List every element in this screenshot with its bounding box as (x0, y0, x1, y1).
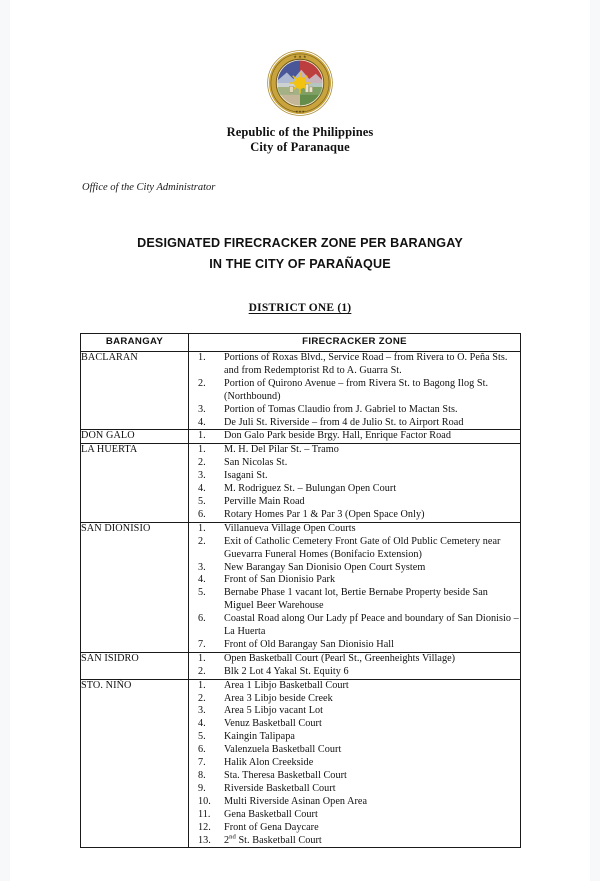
zone-item-text: Multi Riverside Asinan Open Area (224, 795, 368, 807)
letterhead (10, 0, 590, 155)
zone-list-item (189, 562, 520, 575)
zone-item-text: Blk 2 Lot 4 Yakal St. Equity 6 (224, 665, 349, 677)
zone-list-item (189, 574, 520, 587)
zone-item-number: 4. (198, 416, 206, 428)
zone-item-number: 3. (198, 561, 206, 573)
zone-item-number: 2. (198, 535, 206, 547)
zone-item-number: 11. (198, 808, 211, 820)
table-header-row (81, 334, 521, 352)
svg-text:★ ★ ★: ★ ★ ★ (293, 53, 307, 59)
zone-list-item (189, 587, 520, 613)
table-row (81, 352, 521, 430)
zone-list-item (189, 693, 520, 706)
barangay-name-cell: SAN DIONISIO (81, 522, 189, 652)
zone-list-item (189, 457, 520, 470)
firecracker-zone-cell (189, 430, 521, 444)
zone-list-item (189, 718, 520, 731)
zone-item-number: 3. (198, 403, 206, 415)
zone-item-text: Portion of Tomas Claudio from J. Gabriel to Mactan Sts. (224, 403, 458, 415)
zone-item-number: 1. (198, 652, 206, 664)
zone-item-text: Front of San Dionisio Park (224, 574, 336, 586)
zone-list-item (189, 404, 520, 417)
firecracker-zone-cell (189, 444, 521, 522)
zone-item-text: Perville Main Road (224, 495, 305, 507)
zone-list-item (189, 653, 520, 666)
zone-list-item (189, 705, 520, 718)
zone-item-number: 5. (198, 495, 206, 507)
zone-list-item (189, 536, 520, 562)
republic-line: Republic of the Philippines (226, 125, 374, 139)
column-header-firecracker-zone: FIRECRACKER ZONE (189, 334, 521, 352)
firecracker-zone-table-wrapper (80, 333, 520, 848)
zone-item-text: Riverside Basketball Court (224, 782, 336, 794)
barangay-name-cell: BACLARAN (81, 352, 189, 430)
zone-item-text: Isagani St. (224, 470, 268, 482)
zone-item-number: 8. (198, 770, 206, 781)
zone-item-text: Bernabe Phase 1 vacant lot, Bertie Bernabe Property beside San Miguel Beer Warehouse (224, 587, 488, 612)
zone-list-item (189, 822, 520, 835)
zone-list (189, 444, 520, 521)
zone-item-text: Portions of Roxas Blvd., Service Road – from Rivera to O. Peña Sts. and from Redemptorist Rd to A. Guarra St. (224, 352, 508, 376)
zone-item-number: 6. (198, 508, 206, 520)
zone-item-text: De Juli St. Riverside – from 4 de Julio St. to Airport Road (224, 416, 464, 428)
firecracker-zone-table (80, 333, 521, 848)
page-title-line-1: DESIGNATED FIRECRACKER ZONE PER BARANGAY (137, 236, 463, 250)
zone-item-text: Rotary Homes Par 1 & Par 3 (Open Space Only) (224, 508, 425, 520)
zone-item-number: 13. (198, 834, 211, 846)
table-row (81, 444, 521, 522)
zone-list-item (189, 523, 520, 536)
zone-item-number: 1. (198, 352, 206, 363)
zone-list-item (189, 744, 520, 757)
zone-item-number: 7. (198, 638, 206, 650)
zone-item-text: Open Basketball Court (Pearl St., Greenheights Village) (224, 652, 456, 664)
zone-list-item (189, 509, 520, 522)
zone-item-number: 2. (198, 377, 206, 389)
zone-item-number: 6. (198, 744, 206, 756)
zone-item-number: 1. (198, 430, 206, 442)
city-line: City of Paranaque (250, 140, 350, 154)
zone-list-item (189, 378, 520, 404)
zone-list-item (189, 731, 520, 744)
zone-item-text: 2nd St. Basketball Court (224, 833, 322, 846)
page-title-line-2: IN THE CITY OF PARAÑAQUE (209, 257, 391, 271)
zone-item-number: 6. (198, 613, 206, 625)
zone-item-text: Area 1 Libjo Basketball Court (224, 679, 349, 691)
zone-item-number: 4. (198, 718, 206, 730)
zone-list-item (189, 770, 520, 783)
zone-list (189, 653, 520, 679)
zone-list-item (189, 639, 520, 652)
barangay-name-cell: DON GALO (81, 430, 189, 444)
firecracker-zone-cell (189, 652, 521, 679)
zone-list-item (189, 470, 520, 483)
barangay-name-cell: LA HUERTA (81, 444, 189, 522)
zone-item-text: Gena Basketball Court (224, 808, 318, 820)
table-body (81, 352, 521, 848)
zone-item-number: 2. (198, 457, 206, 469)
firecracker-zone-cell (189, 522, 521, 652)
zone-list-item (189, 496, 520, 509)
zone-item-text: New Barangay San Dionisio Open Court System (224, 561, 426, 573)
table-row (81, 430, 521, 444)
zone-list-item (189, 796, 520, 809)
zone-list-item (189, 835, 520, 848)
table-row (81, 652, 521, 679)
document-page (10, 0, 590, 881)
zone-item-number: 2. (198, 665, 206, 677)
zone-item-text: Front of Old Barangay San Dionisio Hall (224, 638, 395, 650)
zone-item-text: Exit of Catholic Cemetery Front Gate of Old Public Cemetery near Guevarra Funeral Homes (Bonifacio Extension) (224, 535, 501, 560)
zone-item-text: Coastal Road along Our Lady pf Peace and boundary of San Dionisio – La Huerta (224, 613, 519, 638)
zone-list-item (189, 352, 520, 378)
zone-list-item (189, 417, 520, 430)
zone-item-text: Venuz Basketball Court (224, 718, 322, 730)
zone-list (189, 680, 520, 848)
zone-item-number: 9. (198, 782, 206, 794)
zone-list-item (189, 783, 520, 796)
firecracker-zone-cell (189, 352, 521, 430)
zone-list (189, 430, 520, 443)
zone-item-text: Valenzuela Basketball Court (224, 744, 342, 756)
zone-item-number: 12. (198, 821, 211, 833)
zone-item-text: San Nicolas St. (224, 457, 288, 469)
zone-item-number: 5. (198, 587, 206, 599)
zone-item-number: 10. (198, 795, 211, 807)
zone-item-text: Front of Gena Daycare (224, 821, 319, 833)
zone-item-text: Sta. Theresa Basketball Court (224, 770, 347, 781)
zone-list-item (189, 809, 520, 822)
zone-list-item (189, 430, 520, 443)
zone-item-number: 3. (198, 705, 206, 717)
zone-list-item (189, 483, 520, 496)
table-row (81, 522, 521, 652)
zone-item-number: 1. (198, 444, 206, 456)
zone-item-text: M. H. Del Pilar St. – Tramo (224, 444, 339, 456)
paranaque-city-seal-icon (267, 50, 333, 116)
zone-item-number: 3. (198, 470, 206, 482)
zone-item-text: Area 3 Libjo beside Creek (224, 692, 333, 704)
barangay-name-cell: STO. NIÑO (81, 679, 189, 848)
zone-item-text: Portion of Quirono Avenue – from Rivera St. to Bagong Ilog St. (Northbound) (224, 377, 489, 402)
table-row (81, 679, 521, 848)
zone-list-item (189, 666, 520, 679)
title-block (10, 233, 590, 275)
zone-item-text: Area 5 Libjo vacant Lot (224, 705, 324, 717)
zone-item-number: 2. (198, 692, 206, 704)
zone-item-text: M. Rodriguez St. – Bulungan Open Court (224, 483, 397, 495)
zone-item-number: 1. (198, 522, 206, 534)
zone-list-item (189, 757, 520, 770)
barangay-name-cell: SAN ISIDRO (81, 652, 189, 679)
zone-item-text: Halik Alon Creekside (224, 757, 314, 769)
zone-item-number: 5. (198, 731, 206, 743)
zone-item-text: Don Galo Park beside Brgy. Hall, Enrique Factor Road (224, 430, 451, 442)
zone-list (189, 352, 520, 429)
district-heading: DISTRICT ONE (1) (248, 302, 352, 314)
zone-list-item (189, 613, 520, 639)
firecracker-zone-cell (189, 679, 521, 848)
zone-item-number: 1. (198, 679, 206, 691)
office-line: Office of the City Administrator (82, 182, 216, 193)
zone-list (189, 523, 520, 652)
zone-item-number: 7. (198, 757, 206, 769)
zone-item-text: Kaingin Talipapa (224, 731, 295, 743)
zone-item-number: 4. (198, 574, 206, 586)
zone-list-item (189, 680, 520, 693)
column-header-barangay: BARANGAY (81, 334, 189, 352)
zone-list-item (189, 444, 520, 457)
zone-item-number: 4. (198, 483, 206, 495)
svg-text:▪ ▪ ▪: ▪ ▪ ▪ (295, 109, 305, 114)
zone-item-text: Villanueva Village Open Courts (224, 522, 356, 534)
